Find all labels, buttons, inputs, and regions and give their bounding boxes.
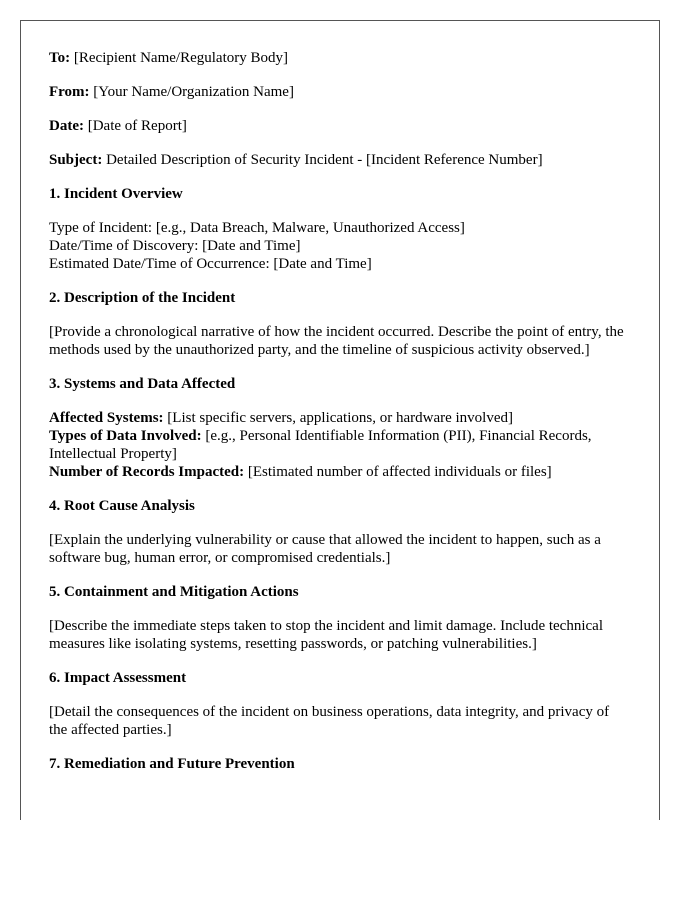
records-impacted-value: [Estimated number of affected individuals or files] xyxy=(247,464,552,480)
data-types-value: [e.g., Personal Identifiable Information (PII), Financial Records, Intellectual Property] xyxy=(49,428,592,462)
overview-block xyxy=(49,219,631,273)
document-page xyxy=(20,20,660,820)
section-heading-remediation: 7. Remediation and Future Prevention xyxy=(49,756,295,772)
from-value: [Your Name/Organization Name] xyxy=(93,84,294,100)
from-field xyxy=(49,83,631,101)
from-label: From: xyxy=(49,84,90,100)
systems-block xyxy=(49,409,631,481)
section-heading-systems: 3. Systems and Data Affected xyxy=(49,376,236,392)
to-value: [Recipient Name/Regulatory Body] xyxy=(73,50,288,66)
root-cause-body: [Explain the underlying vulnerability or cause that allowed the incident to happen, such as a software bug, human error, or compromised credentials.] xyxy=(49,532,601,566)
section-heading-overview: 1. Incident Overview xyxy=(49,186,183,202)
data-types-line xyxy=(49,427,631,463)
description-body: [Provide a chronological narrative of how the incident occurred. Describe the point of entry, the methods used by the unauthorized party, and the timeline of suspicious activity observed.] xyxy=(49,324,624,358)
subject-field xyxy=(49,151,631,169)
records-impacted-line xyxy=(49,463,631,481)
section-heading-description: 2. Description of the Incident xyxy=(49,290,236,306)
affected-systems-label: Affected Systems: xyxy=(49,410,164,426)
to-label: To: xyxy=(49,50,71,66)
section-heading-impact: 6. Impact Assessment xyxy=(49,670,187,686)
date-value: [Date of Report] xyxy=(87,118,187,134)
section-heading-containment: 5. Containment and Mitigation Actions xyxy=(49,584,299,600)
document-content xyxy=(21,21,659,773)
incident-type-line: Type of Incident: [e.g., Data Breach, Malware, Unauthorized Access] xyxy=(49,220,465,236)
occurrence-time-line: Estimated Date/Time of Occurrence: [Date and Time] xyxy=(49,256,372,272)
date-field xyxy=(49,117,631,135)
containment-body: [Describe the immediate steps taken to stop the incident and limit damage. Include technical measures like isolating systems, resetting passwords, or patching vulnerabilities.] xyxy=(49,618,603,652)
records-impacted-label: Number of Records Impacted: xyxy=(49,464,245,480)
impact-body: [Detail the consequences of the incident on business operations, data integrity, and privacy of the affected parties.] xyxy=(49,704,610,738)
date-label: Date: xyxy=(49,118,84,134)
to-field xyxy=(49,49,631,67)
affected-systems-value: [List specific servers, applications, or hardware involved] xyxy=(167,410,514,426)
section-heading-root-cause: 4. Root Cause Analysis xyxy=(49,498,195,514)
subject-value: Detailed Description of Security Incident - [Incident Reference Number] xyxy=(106,152,543,168)
subject-label: Subject: xyxy=(49,152,103,168)
data-types-label: Types of Data Involved: xyxy=(49,428,202,444)
discovery-time-line: Date/Time of Discovery: [Date and Time] xyxy=(49,238,301,254)
affected-systems-line xyxy=(49,409,631,427)
